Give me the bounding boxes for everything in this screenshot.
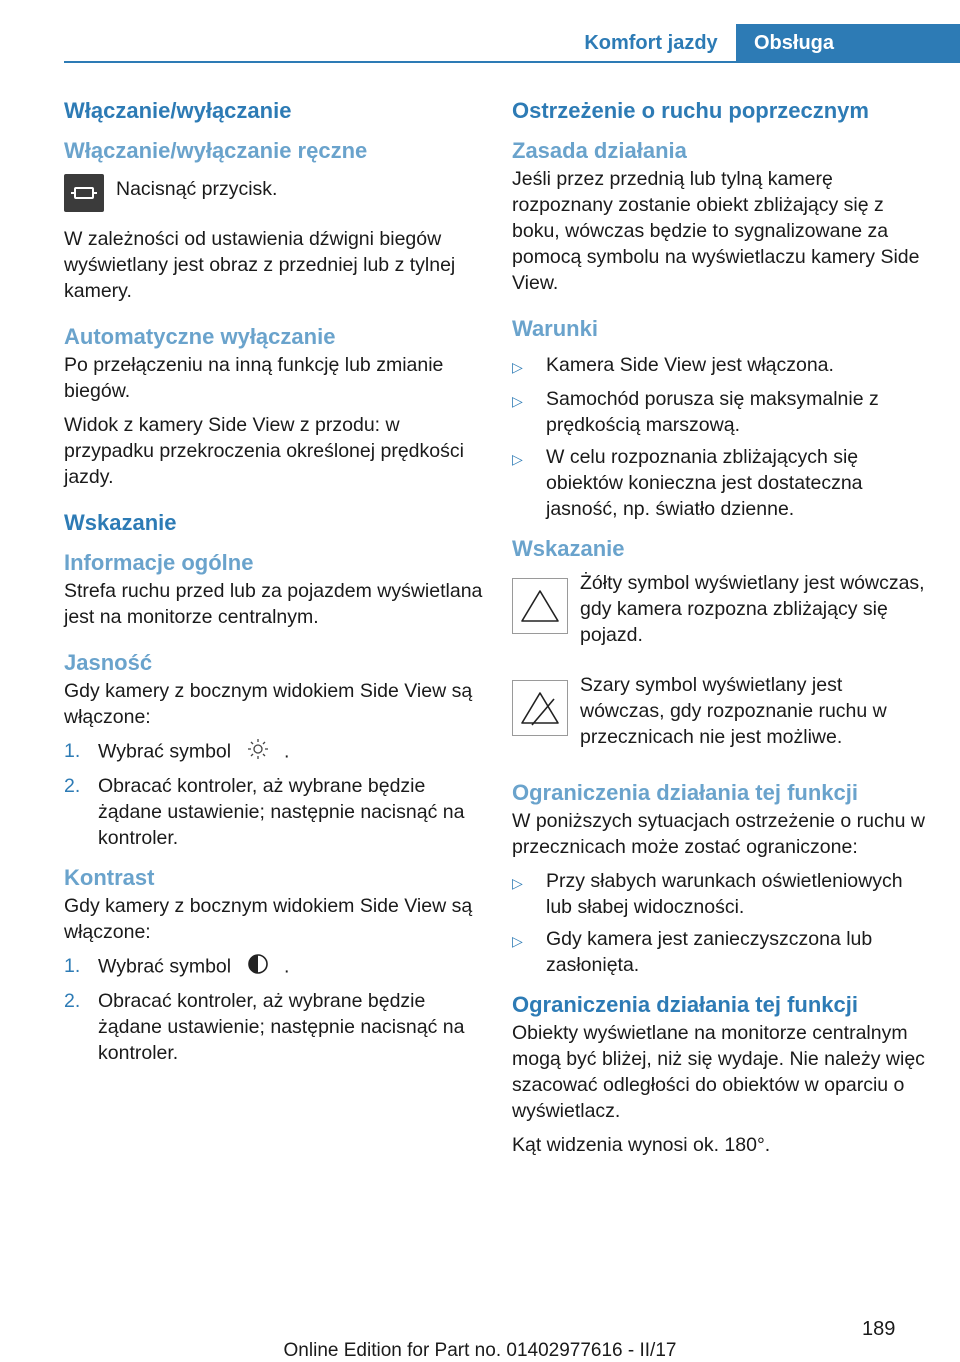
- heading-auto-off: Automatyczne wyłączanie: [64, 324, 336, 349]
- conditions-list: [512, 352, 932, 522]
- heading-contrast: Kontrast: [64, 865, 155, 890]
- header-divider: [64, 61, 960, 63]
- brightness-icon: [247, 738, 269, 767]
- limits1-intro: W poniższych sytuacjach ostrzeżenie o ruchu w przecznicach może zostać ograniczone:: [512, 810, 925, 858]
- limits2-paragraph-2: Kąt widzenia wynosi ok. 180°.: [512, 1134, 771, 1156]
- heading-limits-2: Ograniczenia działania tej funkcji: [512, 992, 858, 1017]
- bullet-triangle-icon: ▷: [512, 933, 523, 949]
- press-button-text: Nacisnąć przycisk.: [116, 178, 278, 200]
- condition-text: Kamera Side View jest włączona.: [546, 354, 834, 376]
- limits2-paragraph-1: Obiekty wyświetlane na monitorze centralnym mogą być bliżej, niż się wydaje. Nie należy więc szacować odległości do obiektów w oparciu o wyświetlacz.: [512, 1022, 925, 1122]
- grey-symbol-text: Szary symbol wyświetlany jest wówczas, gdy rozpoznanie ruchu w przecznicach nie jest możliwe.: [580, 674, 887, 748]
- heading-display-right: Wskazanie: [512, 536, 625, 561]
- warning-triangle-icon: [512, 578, 568, 634]
- brightness-intro: Gdy kamery z bocznym widokiem Side View są włączone:: [64, 680, 473, 728]
- list-item: [64, 738, 484, 767]
- step-text-end: .: [283, 955, 290, 978]
- list-item: [512, 868, 932, 920]
- step-number: 1.: [64, 955, 81, 977]
- heading-brightness: Jasność: [64, 650, 153, 675]
- list-item: [64, 773, 484, 851]
- heading-general-info: Informacje ogólne: [64, 550, 254, 575]
- contrast-icon: [247, 953, 269, 982]
- brightness-steps: [64, 738, 484, 851]
- step-text: Wybrać symbol: [98, 740, 232, 763]
- principle-paragraph: Jeśli przez przednią lub tylną kamerę rozpoznany zostanie obiekt zbliżający się z boku, wówczas będzie to sygnalizowane za pomocą symbolu na wyświetlaczu kamery Side View.: [512, 168, 920, 294]
- warning-triangle-crossed-icon: [512, 680, 568, 736]
- contrast-steps: [64, 953, 484, 1066]
- condition-text: W celu rozpoznania zbliżających się obiektów konieczna jest dostateczna jasność, np. światło dzienne.: [546, 446, 863, 520]
- limit-text: Przy słabych warunkach oświetleniowych lub słabej widoczności.: [546, 870, 903, 918]
- step-text-end: .: [283, 740, 290, 763]
- step-text: Obracać kontroler, aż wybrane będzie żądane ustawienie; następnie nacisnąć na kontroler.: [98, 775, 465, 849]
- press-button-row: [64, 174, 484, 212]
- page-number: 189: [862, 1318, 896, 1340]
- list-item: [512, 386, 932, 438]
- edition-footer: Online Edition for Part no. 01402977616 - II/17: [283, 1340, 677, 1361]
- step-number: 2.: [64, 775, 81, 797]
- section-tab[interactable]: Komfort jazdy: [584, 31, 718, 54]
- page-header: [0, 0, 960, 62]
- heading-display: Wskazanie: [64, 510, 177, 535]
- chapter-tab[interactable]: Obsługa: [736, 24, 960, 62]
- list-item: [64, 953, 484, 982]
- step-number: 1.: [64, 740, 81, 762]
- grey-symbol-row: [512, 672, 932, 750]
- auto-off-paragraph-2: Widok z kamery Side View z przodu: w przypadku przekroczenia określonej prędkości jazdy.: [64, 414, 464, 488]
- heading-limits-1: Ograniczenia działania tej funkcji: [512, 780, 858, 805]
- step-text: Obracać kontroler, aż wybrane będzie żądane ustawienie; następnie nacisnąć na kontroler.: [98, 990, 465, 1064]
- list-item: [512, 926, 932, 978]
- auto-off-paragraph-1: Po przełączeniu na inną funkcję lub zmianie biegów.: [64, 354, 444, 402]
- contrast-intro: Gdy kamery z bocznym widokiem Side View są włączone:: [64, 895, 473, 943]
- list-item: [512, 444, 932, 522]
- heading-on-off: Włączanie/wyłączanie: [64, 98, 292, 123]
- bullet-triangle-icon: ▷: [512, 393, 523, 409]
- limit-text: Gdy kamera jest zanieczyszczona lub zasłonięta.: [546, 928, 873, 976]
- yellow-symbol-row: [512, 570, 932, 648]
- bullet-triangle-icon: ▷: [512, 359, 523, 375]
- step-number: 2.: [64, 990, 81, 1012]
- manual-description: W zależności od ustawienia dźwigni biegów wyświetlany jest obraz z przedniej lub z tylnej kamery.: [64, 228, 456, 302]
- left-column: [64, 96, 484, 1072]
- heading-conditions: Warunki: [512, 316, 598, 341]
- list-item: [512, 352, 932, 380]
- yellow-symbol-text: Żółty symbol wyświetlany jest wówczas, gdy kamera rozpozna zbliżający się pojazd.: [580, 572, 925, 646]
- step-text: Wybrać symbol: [98, 955, 232, 978]
- general-paragraph: Strefa ruchu przed lub za pojazdem wyświetlana jest na monitorze centralnym.: [64, 580, 483, 628]
- heading-cross-traffic-warning: Ostrzeżenie o ruchu poprzecznym: [512, 98, 869, 123]
- list-item: [64, 988, 484, 1066]
- heading-manual-on-off: Włączanie/wyłączanie ręczne: [64, 138, 368, 163]
- bullet-triangle-icon: ▷: [512, 875, 523, 891]
- right-column: [512, 96, 932, 1158]
- condition-text: Samochód porusza się maksymalnie z prędkością marszową.: [546, 388, 879, 436]
- heading-principle: Zasada działania: [512, 138, 687, 163]
- side-view-camera-button-icon: [64, 174, 104, 212]
- limits1-list: [512, 868, 932, 978]
- bullet-triangle-icon: ▷: [512, 451, 523, 467]
